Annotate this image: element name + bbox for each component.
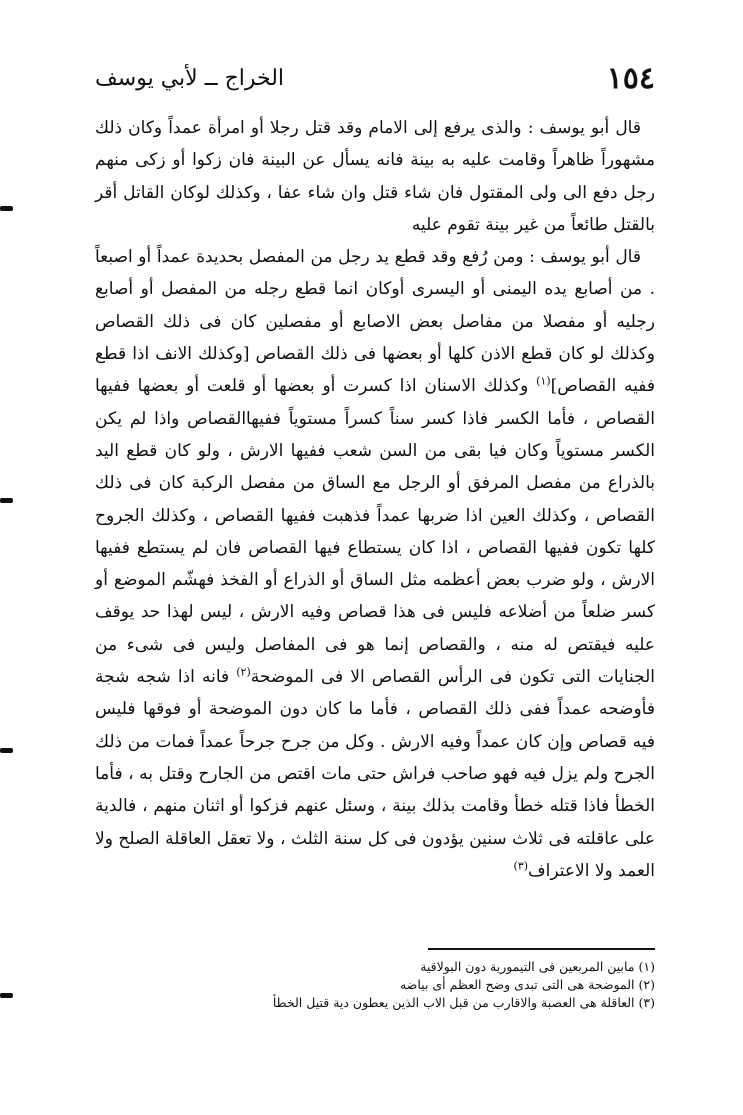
main-text [95, 112, 655, 887]
binding-mark [0, 993, 13, 998]
paragraph-1 [95, 112, 655, 241]
footnote-2: (٢) الموضحة هى التى تبدى وضح العظم أى بياضه [400, 977, 655, 992]
footnote-divider [428, 948, 655, 950]
footnote-1: (١) مابين المربعين فى التيمورية دون البولاقية [420, 959, 655, 974]
paragraph-2-text: قال أبو يوسف : ومن رُفع وقد قطع يد رجل من المفصل بحديدة عمداً أو اصبعاً . من أصابع يده اليمنى أو اليسرى أوكان انما قطع رجله من المفصل أو أصابع رجليه أو مفصلا من مفاصل بعض الاصابع أو مفصلين كان فى ذلك القصاص وكذلك لو كان قطع الاذن كلها أو بعضها فى ذلك القصاص [وكذلك الانف اذا قطع ففيه القصاص] [95, 247, 655, 397]
footnote-3: (٣) العاقلة هى العصبة والاقارب من قبل الاب الذين يعطون دية قتيل الخطأ [272, 995, 655, 1010]
footnote-ref-1: (١) [536, 374, 551, 388]
paragraph-1-text: قال أبو يوسف : والذى يرفع إلى الامام وقد قتل رجلا أو امرأة عمداً وكان ذلك مشهوراً ظاهراً وقامت عليه به بينة فانه يسأل عن البينة فان زكوا أو زكى منهم رجل دفع الى ولى المقتول فان شاء قتل وان شاء عفا ، وكذلك لوكان القاتل أقر بالقتل طائعاً من غير بينة تقوم عليه [95, 118, 655, 235]
running-title: الخراج ــ لأبي يوسف [95, 65, 285, 91]
paragraph-2-text-c: فانه اذا شجه شجة فأوضحه عمداً ففى ذلك القصاص ، فأما ما كان دون الموضحة أو فوقها فليس فيه قصاص وإن كان عمداً وفيه الارش . وكل من جرح جرحاً عمداً فمات من ذلك الجرح ولم يزل فيه فهو صاحب فراش حتى مات اقتص من الجارح وقتل به ، فأما الخطأ فاذا قتله خطأ وقامت بذلك بينة ، وسئل عنهم فزكوا أو اثنان منهم ، فالدية على عاقلته فى ثلاث سنين يؤدون فى كل سنة الثلث ، ولا تعقل العاقلة الصلح ولا العمد ولا الاعتراف [95, 667, 655, 881]
binding-mark [0, 498, 13, 503]
binding-mark [0, 206, 13, 211]
binding-mark [0, 748, 13, 753]
page-header [95, 55, 655, 101]
footnotes [180, 958, 655, 1012]
footnote-ref-3: (٣) [513, 859, 528, 873]
page-number: ١٥٤ [606, 60, 655, 96]
paragraph-2-text-b: وكذلك الاسنان اذا كسرت أو بعضها أو قلعت أو بعضها ففيها القصاص ، فأما الكسر فاذا كسر سناً كسراً مستوياً ففيهاالقصاص واذا لم يكن الكسر مستوياً وكان فيا بقى من السن شعب ففيها الارش ، ولو كان قطع اليد بالذراع من مفصل المرفق أو الرجل مع الساق من مفصل الركبة كان فى ذلك القصاص ، وكذلك العين اذا ضربها عمداً فذهبت ففيها القصاص ، وكذلك الجروح كلها تكون ففيها القصاص ، اذا كان يستطاع فيها القصاص فان لم يستطع ففيها الارش ، ولو ضرب بعض أعظمه مثل الساق أو الذراع أو الفخذ فهشّم الموضع أو كسر ضلعاً من أضلاعه فليس فى هذا قصاص وفيه الارش ، ليس لهذا حد يوقف عليه فيقتص له منه ، والقصاص إنما هو فى المفاصل وليس فى شىء من الجنايات التى تكون فى الرأس القصاص الا فى الموضحة [95, 376, 656, 688]
paragraph-2 [95, 241, 655, 887]
footnote-ref-2: (٢) [236, 665, 251, 679]
